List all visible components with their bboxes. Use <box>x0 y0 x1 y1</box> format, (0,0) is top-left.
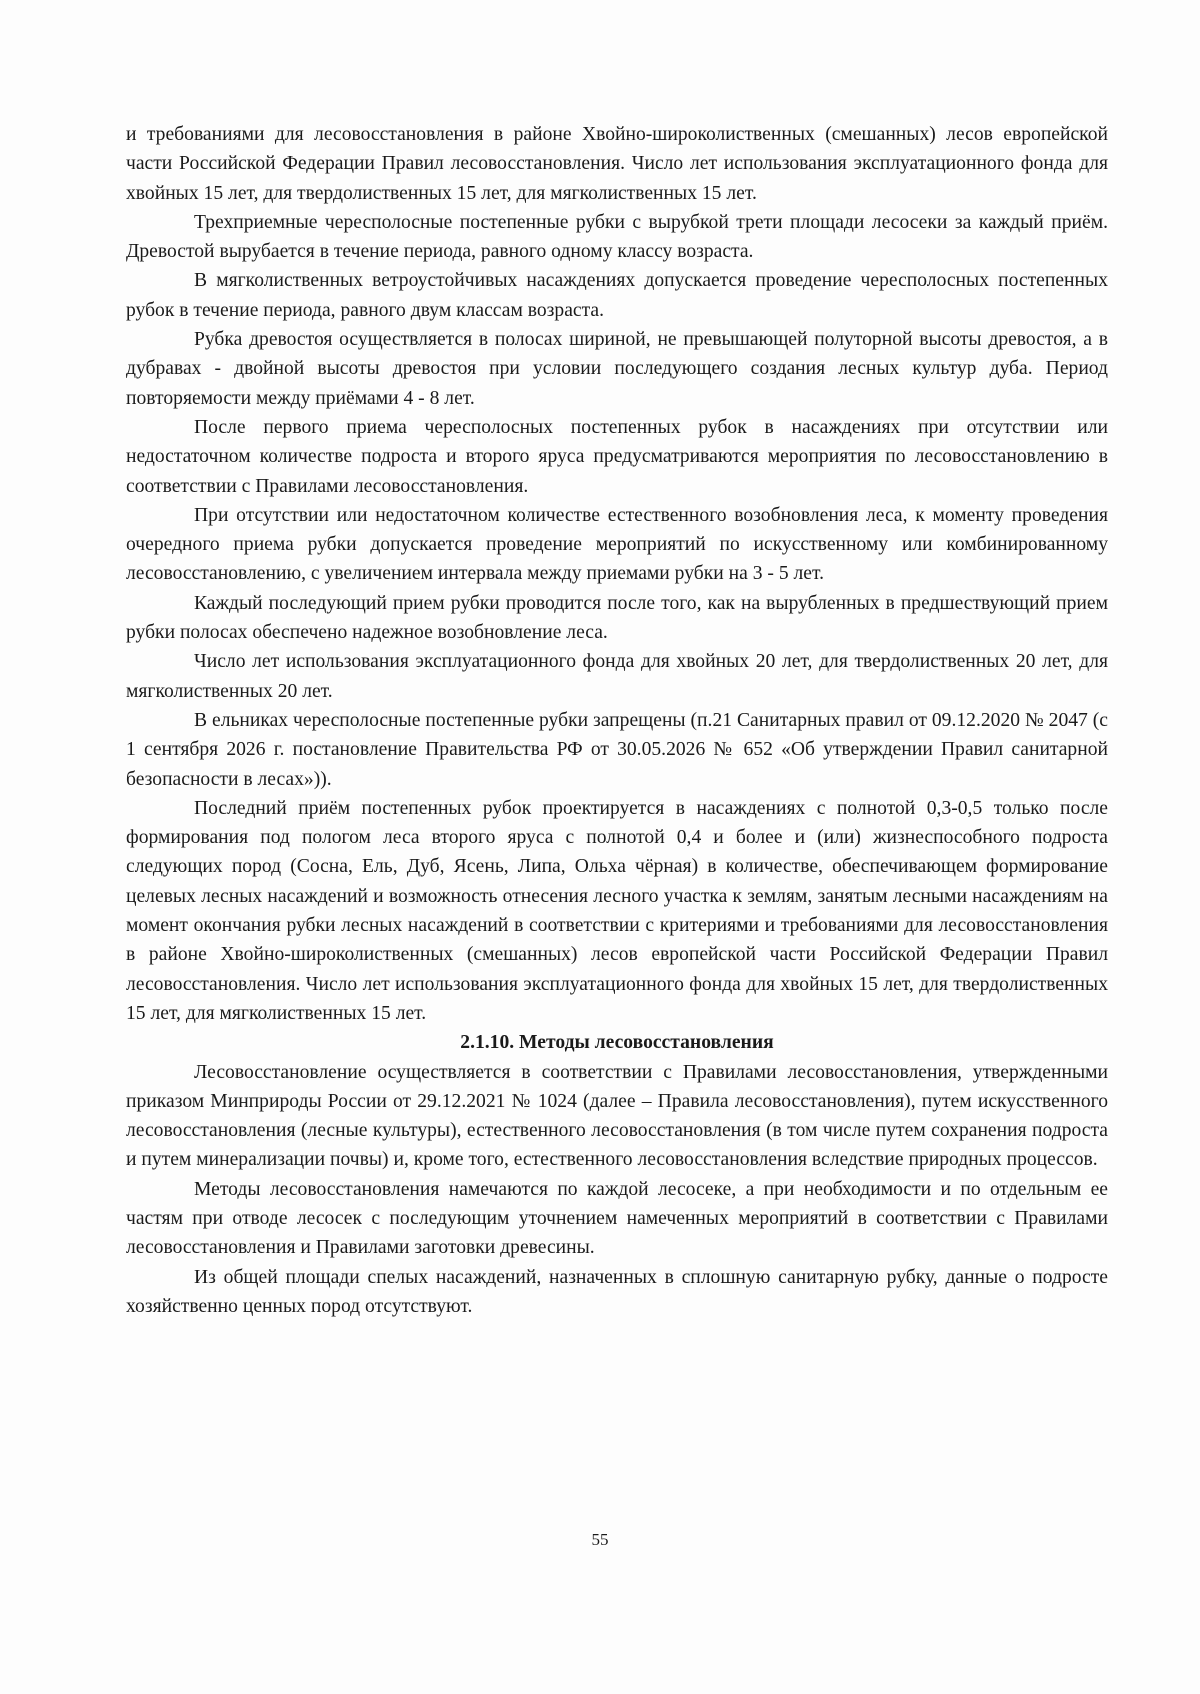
paragraph: Рубка древостоя осуществляется в полосах шириной, не превышающей полуторной высоты древостоя, а в дубравах - двойной высоты древостоя при условии последующего создания лесных культур дуба. Период повторяемости между приёмами 4 - 8 лет. <box>126 329 1108 409</box>
section-heading: 2.1.10. Методы лесовосстановления <box>460 1032 774 1054</box>
paragraph: При отсутствии или недостаточном количестве естественного возобновления леса, к моменту проведения очередного приема рубки допускается проведение мероприятий по искусственному или комбинированному лесовосстановлению, с увеличением интервала между приемами рубки на 3 - 5 лет. <box>126 504 1108 585</box>
paragraph: Последний приём постепенных рубок проектируется в насаждениях с полнотой 0,3-0,5 только после формирования под пологом леса второго яруса с полнотой 0,4 и более и (или) жизнеспособного подроста следующих пород (Сосна, Ель, Дуб, Ясень, Липа, Ольха чёрная) в количестве, обеспечивающем формирование целевых лесных насаждений и возможность отнесения лесного участка к землям, занятым лесными насаждениям на момент окончания рубки лесных насаждений в соответствии с критериями и требованиями для лесовосстановления в районе Хвойно-широколиственных (смешанных) лесов европейской части Российской Федерации Правил лесовосстановления. Число лет использования эксплуатационного фонда для хвойных 15 лет, для твердолиственных 15 лет, для мягколиственных 15 лет. <box>126 797 1108 1024</box>
page-number: 55 <box>591 1530 609 1549</box>
paragraph: Трехприемные чересполосные постепенные рубки с вырубкой трети площади лесосеки за каждый приём. Древостой вырубается в течение периода, равного одному классу возраста. <box>126 211 1108 263</box>
paragraph: Число лет использования эксплуатационного фонда для хвойных 20 лет, для твердолиственных 20 лет, для мягколиственных 20 лет. <box>126 651 1108 702</box>
paragraph: После первого приема чересполосных постепенных рубок в насаждениях при отсутствии или недостаточном количестве подроста и второго яруса предусматриваются мероприятия по лесовосстановлению в соответствии с Правилами лесовосстановления. <box>126 416 1108 497</box>
paragraph: Лесовосстановление осуществляется в соответствии с Правилами лесовосстановления, утвержденными приказом Минприроды России от 29.12.2021 № 1024 (далее – Правила лесовосстановления), путем искусственного лесовосстановления (лесные культуры), естественного лесовосстановления (в том числе путем сохранения подроста и путем минерализации почвы) и, кроме того, естественного лесовосстановления вследствие природных процессов. <box>126 1061 1108 1171</box>
paragraph: В мягколиственных ветроустойчивых насаждениях допускается проведение чересполосных постепенных рубок в течение периода, равного двум классам возраста. <box>126 270 1108 321</box>
paragraph: Методы лесовосстановления намечаются по каждой лесосеке, а при необходимости и по отдельным ее частям при отводе лесосек с последующим уточнением намеченных мероприятий в соответствии с Правилами лесовосстановления и Правилами заготовки древесины. <box>126 1178 1108 1259</box>
paragraph: В ельниках чересполосные постепенные рубки запрещены (п.21 Санитарных правил от 09.12.2020 № 2047 (с 1 сентября 2026 г. постановление Правительства РФ от 30.05.2026 № 652 «Об утверждении Правил санитарной безопасности в лесах»)). <box>126 709 1108 790</box>
paragraph: и требованиями для лесовосстановления в районе Хвойно-широколиственных (смешанных) лесов европейской части Российской Федерации Правил лесовосстановления. Число лет использования эксплуатационного фонда для хвойных 15 лет, для твердолиственных 15 лет, для мягколиственных 15 лет. <box>126 124 1108 204</box>
document-body <box>126 120 1108 1321</box>
paragraph: Каждый последующий прием рубки проводится после того, как на вырубленных в предшествующий прием рубки полосах обеспечено надежное возобновление леса. <box>126 592 1108 644</box>
paragraph: Из общей площади спелых насаждений, назначенных в сплошную санитарную рубку, данные о подросте хозяйственно ценных пород отсутствуют. <box>126 1266 1108 1317</box>
